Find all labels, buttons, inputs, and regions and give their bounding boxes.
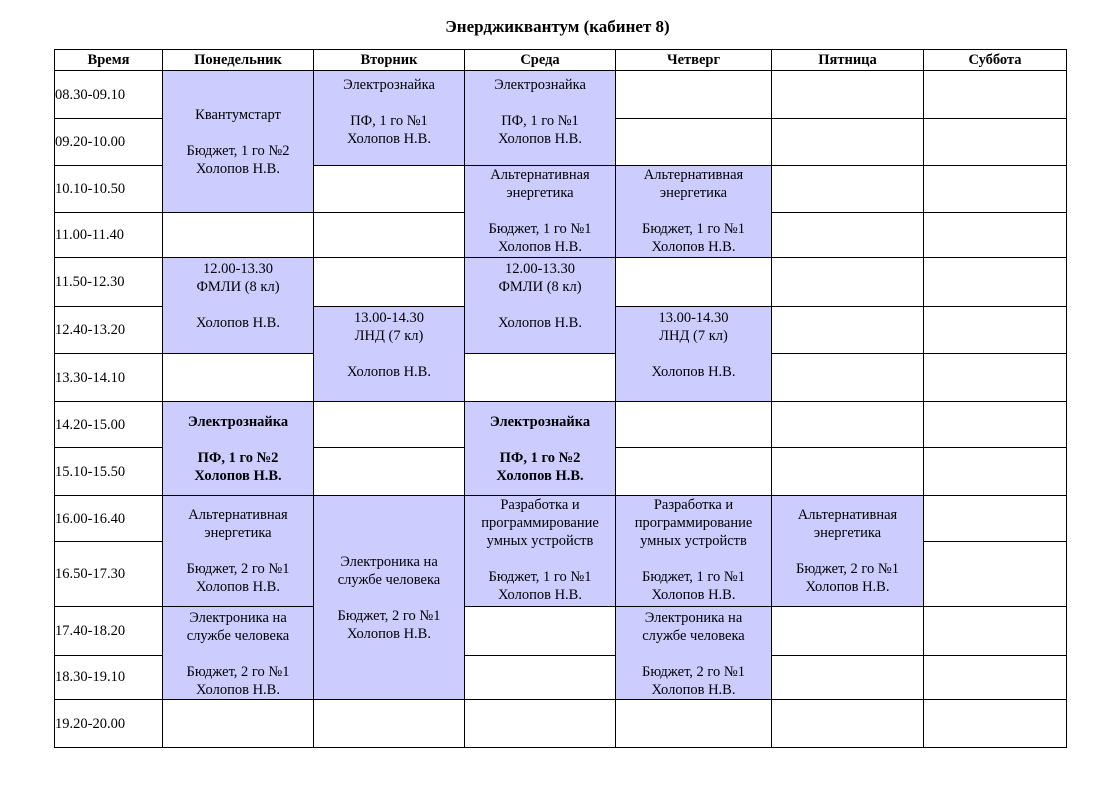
time-slot: 14.20-15.00 [55, 402, 163, 448]
header-tuesday: Вторник [314, 50, 465, 71]
event-title: службе человека [337, 571, 441, 588]
empty-cell [163, 213, 314, 258]
event-teacher: Холопов Н.В. [194, 467, 282, 484]
empty-cell [465, 700, 616, 748]
event-time: 12.00-13.30 [202, 261, 274, 277]
empty-cell [924, 402, 1067, 448]
empty-cell [924, 166, 1067, 213]
event-teacher: Холопов Н.В. [347, 131, 431, 147]
event-title: службе человека [642, 628, 745, 644]
empty-cell [924, 354, 1067, 402]
empty-cell [616, 71, 772, 119]
header-row [55, 50, 1067, 71]
empty-cell [924, 496, 1067, 542]
empty-cell [616, 258, 772, 307]
event-group: Бюджет, 2 го №1 [796, 561, 899, 577]
page-title: Энерджиквантум (кабинет 8) [445, 17, 670, 36]
event-group: Бюджет, 1 го №2 [186, 142, 290, 159]
event-title: энергетика [659, 185, 728, 201]
table-row [55, 496, 1067, 542]
event-title: ЛНД (7 кл) [354, 328, 424, 344]
header-wednesday: Среда [465, 50, 616, 71]
event-title: Электрознайка [187, 413, 289, 430]
header-friday: Пятница [772, 50, 924, 71]
event-teacher: Холопов Н.В. [498, 315, 582, 331]
event-group: Бюджет, 2 го №1 [337, 607, 441, 624]
time-slot: 08.30-09.10 [55, 71, 163, 119]
event-title: Разработка и [500, 497, 580, 513]
event-teacher: Холопов Н.В. [651, 682, 736, 698]
event-group: ПФ, 1 го №2 [197, 449, 279, 466]
empty-cell [772, 213, 924, 258]
event-title: ФМЛИ (8 кл) [196, 279, 280, 295]
event-thu-smart-devices[interactable] [616, 496, 772, 607]
empty-cell [924, 542, 1067, 607]
event-teacher: Холопов Н.В. [196, 160, 280, 177]
empty-cell [924, 655, 1067, 699]
empty-cell [616, 402, 772, 448]
event-mon-kvantumstart[interactable] [163, 71, 314, 213]
event-title: Альтернативная [797, 507, 898, 523]
header-saturday: Суббота [924, 50, 1067, 71]
empty-cell [314, 402, 465, 448]
event-teacher: Холопов Н.В. [347, 625, 431, 642]
empty-cell [163, 354, 314, 402]
schedule-table [54, 49, 1067, 748]
event-group: Бюджет, 2 го №1 [186, 664, 290, 680]
event-title: Электроника на [189, 610, 287, 626]
event-title: Альтернативная [188, 507, 288, 523]
event-title: Альтернативная [643, 167, 744, 183]
empty-cell [924, 607, 1067, 656]
empty-cell [924, 213, 1067, 258]
event-teacher: Холопов Н.В. [196, 315, 280, 331]
empty-cell [772, 655, 924, 699]
event-tue-electronics[interactable] [314, 496, 465, 700]
time-slot: 10.10-10.50 [55, 166, 163, 213]
header-time: Время [55, 50, 163, 71]
event-time: 13.00-14.30 [658, 310, 729, 326]
event-teacher: Холопов Н.В. [498, 239, 582, 255]
event-title: ФМЛИ (8 кл) [498, 279, 582, 295]
time-slot: 19.20-20.00 [55, 700, 163, 748]
empty-cell [924, 448, 1067, 496]
empty-cell [314, 166, 465, 213]
event-teacher: Холопов Н.В. [805, 579, 890, 595]
event-title: программирование [481, 515, 599, 531]
event-tue-lnd[interactable] [314, 307, 465, 402]
event-title: Электроника на [340, 553, 438, 570]
event-title: энергетика [813, 525, 882, 541]
time-slot: 18.30-19.10 [55, 655, 163, 699]
table-row [55, 402, 1067, 448]
event-group: Бюджет, 1 го №1 [642, 569, 745, 585]
time-slot: 09.20-10.00 [55, 119, 163, 166]
empty-cell [924, 307, 1067, 354]
event-title: программирование [634, 515, 753, 531]
event-teacher: Холопов Н.В. [651, 364, 736, 380]
event-group: Бюджет, 2 го №1 [186, 561, 290, 577]
table-row [55, 700, 1067, 748]
time-slot: 16.00-16.40 [55, 496, 163, 542]
event-group: Бюджет, 1 го №1 [642, 221, 745, 237]
empty-cell [772, 166, 924, 213]
event-thu-electronics[interactable] [616, 607, 772, 700]
table-row [55, 354, 1067, 402]
time-slot: 16.50-17.30 [55, 542, 163, 607]
event-tue-elektroznaika[interactable] [314, 71, 465, 166]
empty-cell [772, 354, 924, 402]
event-fri-alt-energy[interactable] [772, 496, 924, 607]
event-wed-fmli[interactable] [465, 258, 616, 354]
event-mon-elektroznaika-2[interactable] [163, 402, 314, 496]
time-slot: 13.30-14.10 [55, 354, 163, 402]
empty-cell [924, 700, 1067, 748]
empty-cell [772, 119, 924, 166]
empty-cell [616, 119, 772, 166]
event-thu-alt-energy[interactable] [616, 166, 772, 258]
empty-cell [616, 448, 772, 496]
time-slot: 11.50-12.30 [55, 258, 163, 307]
event-wed-elektroznaika-2[interactable] [465, 402, 616, 496]
empty-cell [465, 655, 616, 699]
empty-cell [465, 354, 616, 402]
event-mon-fmli[interactable] [163, 258, 314, 354]
event-teacher: Холопов Н.В. [651, 239, 736, 255]
event-title: Разработка и [653, 497, 734, 513]
empty-cell [772, 607, 924, 656]
empty-cell [772, 402, 924, 448]
event-group: ПФ, 1 го №1 [501, 113, 579, 129]
empty-cell [772, 307, 924, 354]
event-wed-smart-devices[interactable] [465, 496, 616, 607]
event-teacher: Холопов Н.В. [651, 587, 736, 603]
empty-cell [465, 607, 616, 656]
time-slot: 15.10-15.50 [55, 448, 163, 496]
event-teacher: Холопов Н.В. [496, 467, 584, 484]
empty-cell [616, 700, 772, 748]
event-group: Бюджет, 1 го №1 [488, 569, 592, 585]
empty-cell [924, 71, 1067, 119]
table-row [55, 258, 1067, 307]
event-title: ЛНД (7 кл) [659, 328, 728, 344]
empty-cell [924, 258, 1067, 307]
empty-cell [772, 448, 924, 496]
event-title: Электрознайка [489, 413, 591, 430]
header-monday: Понедельник [163, 50, 314, 71]
event-teacher: Холопов Н.В. [347, 364, 431, 380]
event-time: 13.00-14.30 [353, 310, 425, 326]
event-title: Квантумстарт [195, 106, 281, 123]
table-row [55, 71, 1067, 119]
empty-cell [772, 71, 924, 119]
time-slot: 11.00-11.40 [55, 213, 163, 258]
event-mon-alt-energy-2[interactable] [163, 496, 314, 607]
time-slot: 12.40-13.20 [55, 307, 163, 354]
event-teacher: Холопов Н.В. [498, 131, 582, 147]
event-teacher: Холопов Н.В. [196, 579, 280, 595]
empty-cell [314, 213, 465, 258]
event-teacher: Холопов Н.В. [498, 587, 582, 603]
event-title: Электрознайка [494, 77, 586, 93]
event-title: энергетика [204, 525, 272, 541]
event-title: Альтернативная [490, 167, 590, 183]
event-group: Бюджет, 1 го №1 [488, 221, 592, 237]
event-wed-alt-energy[interactable] [465, 166, 616, 258]
event-group: ПФ, 1 го №1 [350, 113, 428, 129]
event-title: Электроника на [644, 610, 743, 626]
empty-cell [314, 700, 465, 748]
empty-cell [314, 448, 465, 496]
event-time: 12.00-13.30 [504, 261, 576, 277]
table-row [55, 607, 1067, 656]
event-group: ПФ, 1 го №2 [499, 449, 581, 466]
event-group: Бюджет, 2 го №1 [642, 664, 745, 680]
empty-cell [163, 700, 314, 748]
empty-cell [314, 258, 465, 307]
event-thu-lnd[interactable] [616, 307, 772, 402]
empty-cell [772, 700, 924, 748]
event-mon-electronics[interactable] [163, 607, 314, 700]
event-title: службе человека [186, 628, 290, 644]
event-title: умных устройств [640, 533, 747, 549]
header-thursday: Четверг [616, 50, 772, 71]
event-wed-elektroznaika[interactable] [465, 71, 616, 166]
event-title: Электрознайка [343, 77, 435, 93]
empty-cell [772, 258, 924, 307]
event-teacher: Холопов Н.В. [196, 682, 280, 698]
event-title: умных устройств [486, 533, 594, 549]
event-title: энергетика [506, 185, 574, 201]
empty-cell [924, 119, 1067, 166]
time-slot: 17.40-18.20 [55, 607, 163, 656]
